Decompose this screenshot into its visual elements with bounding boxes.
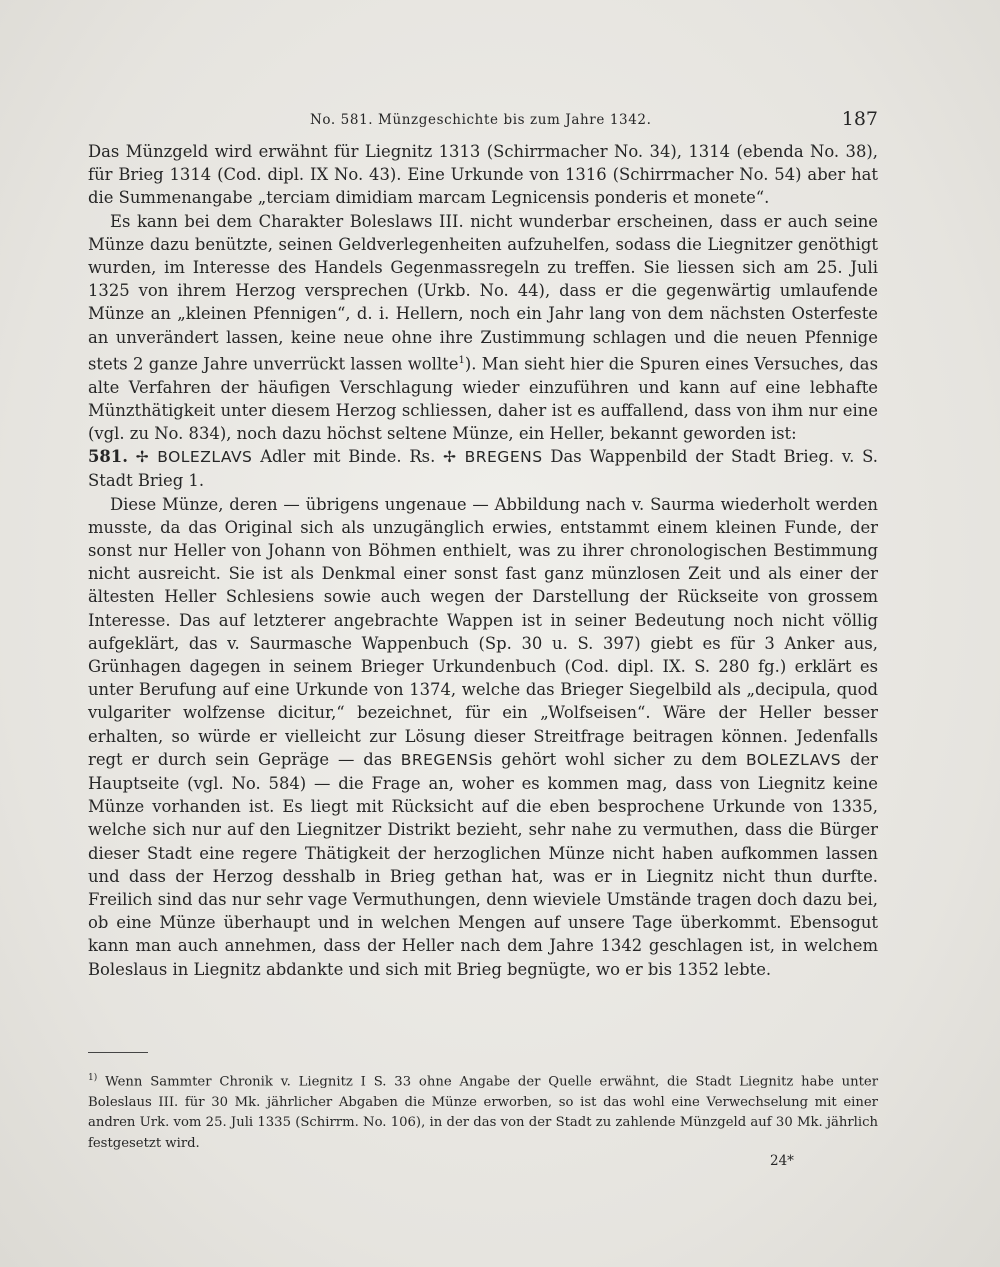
running-head: No. 581. Münzgeschichte bis zum Jahre 1342. <box>310 112 652 128</box>
obverse-description: Adler mit Binde. Rs. <box>252 447 444 467</box>
paragraph-3-part-b: is gehört wohl sicher zu dem <box>478 749 746 769</box>
footnote <box>88 1068 878 1154</box>
signature-mark: 24* <box>770 1153 794 1169</box>
reverse-legend: ✢ BREGENS <box>443 448 543 467</box>
reverse-description: Das Wappenbild der Stadt Brieg. v. S. Stadt Brieg 1. <box>88 447 878 491</box>
body-text <box>88 140 878 981</box>
paragraph-3 <box>88 493 878 981</box>
obverse-legend: ✢ BOLEZLAVS <box>135 448 253 467</box>
paragraph-2-continuation: ). Man sieht hier die Spuren eines Versuches, das alte Verfahren der häufigen Verschlagung wieder einzuführen und kann auf eine lebhafte Münzthätigkeit unter diesem Herzog schliessen, daher ist es auffallend, dass von ihm nur eine (vgl. zu No. 834), noch dazu höchst seltene Münze, ein Heller, bekannt geworden ist: <box>88 354 878 443</box>
paragraph-2 <box>88 210 878 446</box>
footnote-text: Wenn Sammter Chronik v. Liegnitz I S. 33 ohne Angabe der Quelle erwähnt, die Stadt Liegnitz habe unter Boleslaus III. für 30 Mk. jährlicher Abgaben die Münze erworben, so ist das wohl eine Verwechselung mit einer andren Urk. vom 25. Juli 1335 (Schirrm. No. 106), in der das von der Stadt zu zahlende Münzgeld auf 30 Mk. jährlich festgesetzt wird. <box>88 1074 878 1151</box>
paragraph-3-part-a: Diese Münze, deren — übrigens ungenaue — Abbildung nach v. Saurma wiederholt werden musste, da das Original sich als unzugänglich erwies, entstammt einem kleinen Funde, der sonst nur Heller von Johann von Böhmen enthielt, was zu ihrer chronologischen Bestimmung nicht ausreicht. Sie ist als Denkmal einer sonst fast ganz münzlosen Zeit und als einer der ältesten Heller Schlesiens sowie auch wegen der Darstellung der Rückseite von grossem Interesse. Das auf letzterer angebrachte Wappen ist in seiner Bedeutung noch nicht völlig aufgeklärt, das v. Saurmasche Wappenbuch (Sp. 30 u. S. 397) giebt es für 3 Anker aus, Grünhagen dagegen in seinem Brieger Urkundenbuch (Cod. dipl. IX. S. 280 fg.) erklärt es unter Berufung auf eine Urkunde von 1374, welche das Brieger Siegelbild als „decipula, quod vulgariter wolfzense dicitur,“ bezeichnet, für ein „Wolfseisen“. Wäre der Heller besser erhalten, so würde er vielleicht zur Lösung dieser Streitfrage beitragen können. Jedenfalls regt er durch sein Gepräge — das <box>88 494 878 769</box>
footnote-mark: 1) <box>88 1073 98 1083</box>
coin-number: 581. <box>88 447 128 467</box>
paragraph-2-text: Es kann bei dem Charakter Boleslaws III. nicht wunderbar erscheinen, dass er auch seine Münze dazu benützte, seinen Geldverlegenheiten aufzuhelfen, sodass die Liegnitzer genöthigt wurden, im Interesse des Handels Gegenmassregeln zu treffen. Sie liessen sich am 25. Juli 1325 von ihrem Herzog versprechen (Urkb. No. 44), dass er die gegenwärtig umlaufende Münze an „kleinen Pfennigen“, d. i. Hellern, noch ein Jahr lang von dem nächsten Osterfeste an unverändert lassen, keine neue ohne ihre Zustimmung schlagen und die neuen Pfennige stets 2 ganze Jahre unverrückt lassen wollte <box>88 211 878 374</box>
bregensis-legend: BREGENS <box>400 750 479 769</box>
footnote-rule <box>88 1052 148 1053</box>
footnote-reference: 1 <box>458 354 465 366</box>
paragraph-1: Das Münzgeld wird erwähnt für Liegnitz 1313 (Schirrmacher No. 34), 1314 (ebenda No. 38), für Brieg 1314 (Cod. dipl. IX No. 43). Eine Urkunde von 1316 (Schirrmacher No. 54) aber hat die Summenangabe „terciam dimidiam marcam Legnicensis ponderis et monete“. <box>88 142 878 208</box>
page-number: 187 <box>841 108 878 130</box>
paragraph-3-part-c: der Hauptseite (vgl. No. 584) — die Frage an, woher es kommen mag, dass von Liegnitz keine Münze vorhanden ist. Es liegt mit Rücksicht auf die eben besprochene Urkunde von 1335, welche sich nur auf den Liegnitzer Distrikt bezieht, sehr nahe zu vermuthen, dass die Bürger dieser Stadt eine regere Thätigkeit der herzoglichen Münze nicht haben aufkommen lassen und dass der Herzog desshalb in Brieg gethan hat, was er in Liegnitz nicht thun durfte. Freilich sind das nur sehr vage Vermuthungen, denn wieviele Umstände tragen doch dazu bei, ob eine Münze überhaupt und in welchen Mengen auf unsere Tage überkommt. Ebensogut kann man auch annehmen, dass der Heller nach dem Jahre 1342 geschlagen ist, in welchem Boleslaus in Liegnitz abdankte und sich mit Brieg begnügte, wo er bis 1352 lebte. <box>88 749 878 979</box>
coin-entry-581 <box>88 445 878 492</box>
bolezlavs-legend: BOLEZLAVS <box>745 750 842 769</box>
page-header <box>88 108 878 136</box>
